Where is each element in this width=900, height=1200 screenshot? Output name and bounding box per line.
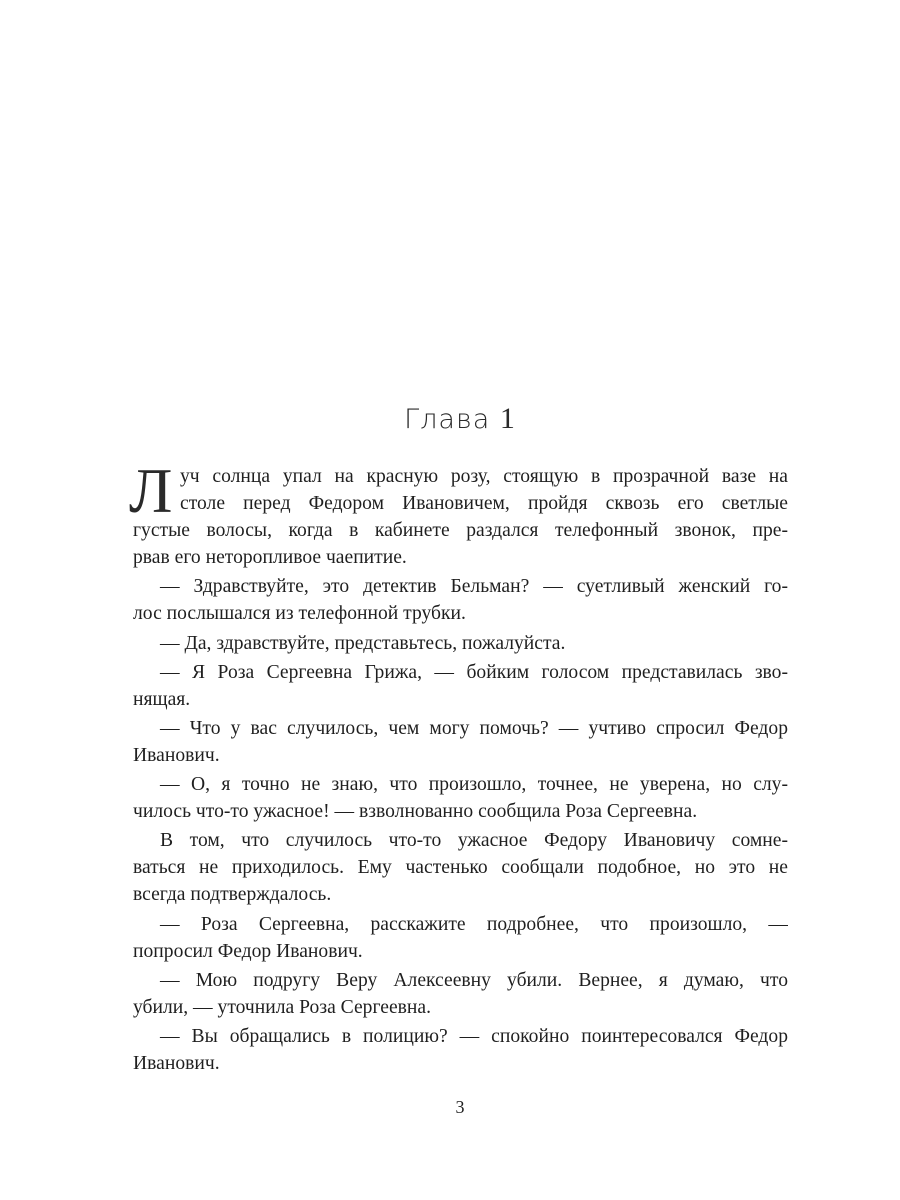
text-line: рвав его неторопливое чаепитие. [133, 547, 407, 569]
text-line: столе перед Федором Ивановичем, пройдя сквозь его светлые [180, 493, 788, 515]
text-line: — О, я точно не знаю, что произошло, точнее, не уверена, но слу- [160, 774, 788, 796]
text-line: лос послышался из телефонной трубки. [133, 603, 466, 625]
text-line: чилось что-то ужасное! — взволнованно сообщила Роза Сергеевна. [133, 801, 698, 823]
drop-cap: Л [129, 455, 173, 526]
text-line: — Я Роза Сергеевна Грижа, — бойким голосом представилась зво- [160, 661, 788, 683]
chapter-title-word: Глава [404, 404, 491, 435]
text-line: ваться не приходилось. Ему частенько сообщали подобное, но это не [133, 857, 788, 879]
chapter-title-number: 1 [499, 402, 516, 435]
text-line: Иванович. [133, 1052, 220, 1074]
text-line: убили, — уточнила Роза Сергеевна. [133, 996, 431, 1018]
text-line: — Роза Сергеевна, расскажите подробнее, что произошло, — [160, 913, 788, 935]
page-number: 3 [455, 1097, 465, 1117]
chapter-body [129, 455, 788, 1077]
text-line: густые волосы, когда в кабинете раздался телефонный звонок, пре- [133, 520, 788, 542]
text-line: попросил Федор Иванович. [133, 940, 363, 962]
text-line: всегда подтверждалось. [133, 884, 332, 906]
text-line: уч солнца упал на красную розу, стоящую в прозрачной вазе на [180, 466, 788, 487]
chapter-title [0, 402, 900, 436]
text-line: — Здравствуйте, это детектив Бельман? — суетливый женский го- [160, 576, 788, 598]
text-line: Иванович. [133, 744, 220, 766]
text-line: — Что у вас случилось, чем могу помочь? — учтиво спросил Федор [160, 717, 788, 739]
text-line: нящая. [133, 688, 191, 710]
text-line: — Мою подругу Веру Алексеевну убили. Вернее, я думаю, что [160, 969, 788, 991]
text-line: — Да, здравствуйте, представьтесь, пожалуйста. [160, 632, 566, 654]
text-line: — Вы обращались в полицию? — спокойно поинтересовался Федор [160, 1025, 788, 1047]
text-line: В том, что случилось что-то ужасное Федору Ивановичу сомне- [160, 830, 788, 852]
